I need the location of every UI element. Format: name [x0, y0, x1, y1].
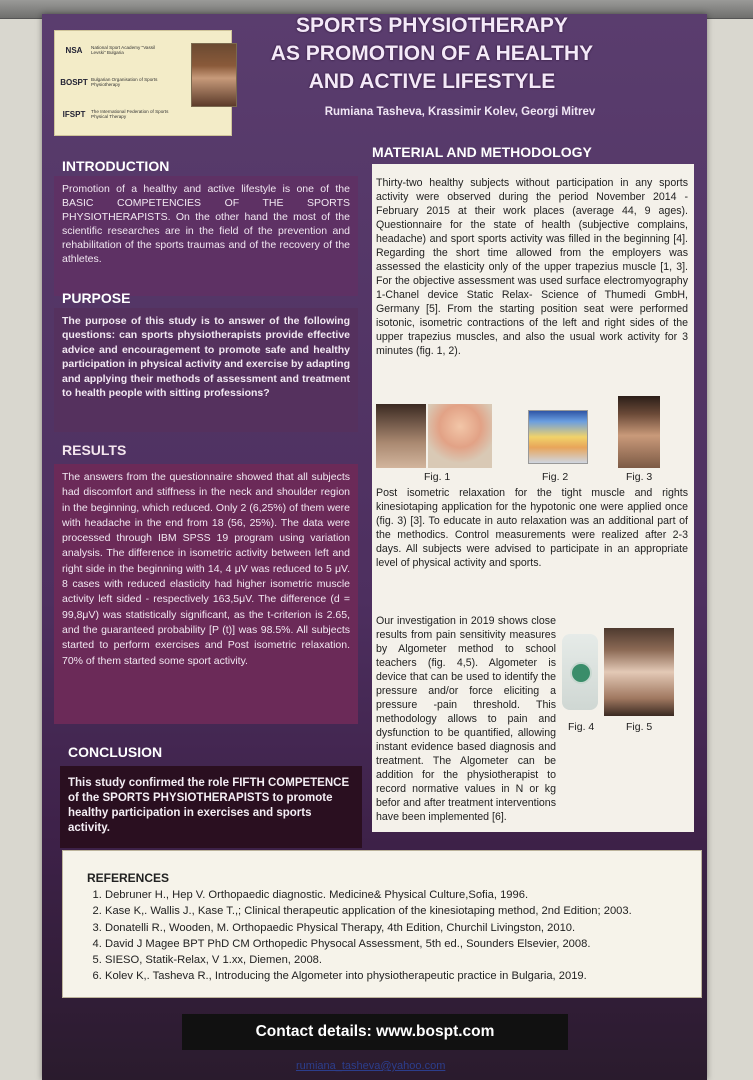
ifspt-logo-icon: IFSPT [62, 109, 86, 119]
reference-item: 2. Kase K,. Wallis J., Kase T.,; Clinical therapeutic application of the kinesiotaping method, 2nd Edition; 2003. [105, 904, 677, 919]
fig5-image [604, 628, 674, 716]
results-text: The answers from the questionnaire showed that all subjects had discomfort and stiffness in the neck and shoulder region in the beginning, which reduced. Only 2 (6,25%) of them were with headache in the end from 18 (56, 25%). The data were processed through IBM SPSS 19 program using variation analysis. The difference in isometric activity between left and right side in the beginning with 14, 4 μV was reduced to 5 μV. 8 cases with reduced elasticity had higher isometric muscle activity left sided - respectively 163,5μV. The difference (d = 99,8μV) was statistically significant, as the t-criterion is 2.65, and the guaranteed probability [P (t)] was 98.5%. All subjects started to perform exercises and Post isometric relaxation. 70% of them started some sport activity. [54, 464, 358, 724]
fig2-image [528, 410, 588, 464]
methodology-text-3: Our investigation in 2019 shows close results from pain sensitivity measures by Algometer method to school teachers (fig. 4,5). Algometer is device that can be used to identify the pressure and/or force eliciting a pressure -pain threshold. This methodology allows to pain and dysfunction to be quantified, allowing instant evidence based diagnosis and treatment. The Algometer can be addition for the physiotherapist to record normative values in N or kg befor and after treatment interventions have been implemented [6]. [376, 615, 556, 823]
fig4-caption: Fig. 4 [568, 721, 595, 733]
logo-nsa [61, 39, 171, 61]
fig3-caption: Fig. 3 [626, 471, 653, 483]
bospt-logo-icon: BOSPT [60, 77, 88, 87]
references-panel [62, 850, 702, 998]
contact-details: Contact details: www.bospt.com [182, 1014, 568, 1050]
conclusion-heading: CONCLUSION [68, 744, 163, 760]
email-link[interactable]: rumiana_tasheva@yahoo.com [296, 1060, 446, 1072]
algometer-dial-icon [570, 662, 592, 684]
poster-title [242, 14, 622, 96]
reference-item: 1. Debruner H., Hep V. Orthopaedic diagnostic. Medicine& Physical Culture,Sofia, 1996. [105, 888, 677, 903]
introduction-text: Promotion of a healthy and active lifestyle is one of the BASIC COMPETENCIES OF THE SPORTS PHYSIOTHERAPISTS. On the other hand the most of the scientific researches are in the field of the prevention and rehabilitation of the sports traumas and of the recovery of the athletes. [54, 176, 358, 296]
fig3-image [618, 396, 660, 468]
introduction-heading: INTRODUCTION [62, 158, 170, 174]
references-heading: REFERENCES [87, 871, 170, 885]
title-line-1: SPORTS PHYSIOTHERAPY [296, 14, 568, 37]
title-line-2: AS PROMOTION OF A HEALTHY [270, 42, 594, 65]
reference-item: 3. Donatelli R., Wooden, M. Orthopaedic Physical Therapy, 4th Edition, Churchil Livingston, 2010. [105, 921, 677, 936]
fig1-image-a [376, 404, 426, 468]
reference-item: 5. SIESO, Statik-Relax, V 1.xx, Diemen, 2008. [105, 953, 677, 968]
logo-text-ifspt: The International Federation of Sports Physical Therapy [91, 108, 169, 119]
conclusion-text: This study confirmed the role FIFTH COMPETENCE of the SPORTS PHYSIOTHERAPISTS to promote healthy participation in exercises and sports activity. [60, 766, 362, 848]
title-line-3: AND ACTIVE LIFESTYLE [308, 70, 556, 93]
references-list [87, 888, 677, 984]
author-photo [191, 43, 237, 107]
logo-ifspt [61, 103, 171, 125]
logo-text-nsa: National Sport Academy "Vassil Levski" Bulgaria [91, 44, 156, 55]
logo-box [54, 30, 232, 136]
logo-text-bospt: Bulgarian Organisation of Sports Physiotherapy [91, 76, 158, 87]
fig2-caption: Fig. 2 [542, 471, 569, 483]
reference-item: 6. Kolev K,. Tasheva R., Introducing the Algometer into physiotherapeutic practice in Bulgaria, 2019. [105, 969, 677, 984]
purpose-text: The purpose of this study is to answer of the following questions: can sports physiotherapists provide effective advice and encouragement to promote safe and healthy participation in physical activity and exercise by adapting and applying their methods of assessment and treatment to health people with sitting professions? [54, 308, 358, 432]
results-heading: RESULTS [62, 442, 127, 458]
fig1-caption: Fig. 1 [424, 471, 451, 483]
methodology-text-2: Post isometric relaxation for the tight muscle and rights kinesiotaping application for the hypotonic one were applied once (fig. 3) [3]. To educate in auto relaxation was an additional part of the methodics. Control measurements were realized after 2-3 days. All subjects were advised to participate in an appropriate level of physical activity and sports. [376, 487, 688, 569]
authors: Rumiana Tasheva, Krassimir Kolev, Georgi Mitrev [324, 106, 596, 118]
nsa-logo-icon: NSA [65, 45, 83, 55]
methodology-heading: MATERIAL AND METHODOLOGY [372, 144, 592, 160]
poster [42, 14, 707, 1080]
methodology-text-1: Thirty-two healthy subjects without participation in any sports activity were observed during the period November 2014 - February 2015 at their work places (average 44, 9 ages). Questionnaire for the state of health (subjective complains, headache) and sport sports activity was filled in the beginning [4]. Regarding the short time allowed from the employers was assessed the elasticity only of the upper trapezius muscle [1, 3]. For the objective assessment was used surface electromyography 1-Chanel device Static Relax- Science of Thumedi GmbH, Germany [5]. From the starting position seat were performed isotonic, isometric contractions of the left and right sides of the upper trapezius muscles, and also the usual work activity for 3 minutes (fig. 1, 2). [376, 177, 688, 357]
purpose-heading: PURPOSE [62, 290, 131, 306]
reference-item: 4. David J Magee BPT PhD CM Orthopedic Physocal Assessment, 5th ed., Sounders Elsevier, 2008. [105, 937, 677, 952]
logo-bospt [61, 71, 171, 93]
fig5-caption: Fig. 5 [626, 721, 653, 733]
methodology-panel [372, 164, 694, 832]
fig1-image-b [428, 404, 492, 468]
